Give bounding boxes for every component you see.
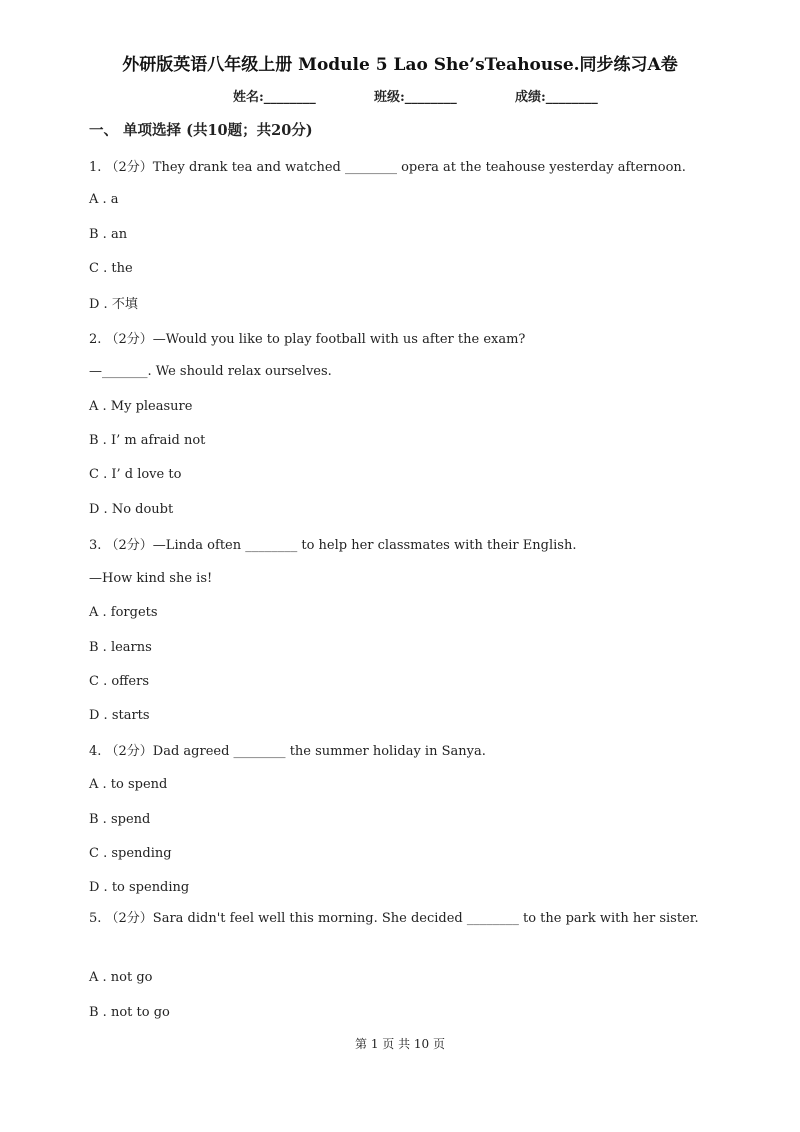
score-field-label: 成绩:________: [515, 90, 598, 105]
question-4-option-b: B . spend: [89, 812, 151, 827]
section-heading: 一、 单项选择 (共10题；共20分): [89, 122, 313, 139]
question-5-option-b: B . not to go: [89, 1005, 170, 1020]
question-2-option-a: A . My pleasure: [89, 399, 193, 414]
page-footer: 第 1 页 共 10 页: [355, 1037, 445, 1051]
question-5-stem: 5. （2分）Sara didn't feel well this morning. She decided ________ to the park with her sister.: [89, 911, 699, 926]
question-2-option-c: C . I’ d love to: [89, 467, 182, 482]
question-4-stem: 4. （2分）Dad agreed ________ the summer holiday in Sanya.: [89, 744, 486, 759]
question-3-response: —How kind she is!: [89, 571, 213, 586]
question-2-response: —_______. We should relax ourselves.: [89, 364, 332, 379]
question-3-option-a: A . forgets: [89, 605, 158, 620]
question-1-stem: 1. （2分）They drank tea and watched ________ opera at the teahouse yesterday afternoon.: [89, 160, 686, 175]
question-5-option-a: A . not go: [89, 970, 153, 985]
question-4-option-d: D . to spending: [89, 880, 190, 895]
question-4-option-a: A . to spend: [89, 777, 168, 792]
question-5-stem-wrap: [49, 908, 751, 931]
question-2-stem: 2. （2分）—Would you like to play football with us after the exam?: [89, 332, 526, 347]
question-3-option-c: C . offers: [89, 674, 149, 689]
question-4-option-c: C . spending: [89, 846, 172, 861]
question-1-option-a: A . a: [89, 192, 119, 207]
question-1-option-b: B . an: [89, 227, 128, 242]
name-field-label: 姓名:________: [233, 90, 316, 105]
question-3-option-d: D . starts: [89, 708, 150, 723]
question-1-option-d: D . 不填: [89, 297, 138, 312]
question-1-option-c: C . the: [89, 261, 133, 276]
question-3-option-b: B . learns: [89, 640, 152, 655]
class-field-label: 班级:________: [374, 90, 457, 105]
question-2-option-b: B . I’ m afraid not: [89, 433, 206, 448]
question-3-stem: 3. （2分）—Linda often ________ to help her classmates with their English.: [89, 538, 577, 553]
page-title: 外研版英语八年级上册 Module 5 Lao She’sTeahouse.同步练习A卷: [122, 55, 678, 75]
question-2-option-d: D . No doubt: [89, 502, 174, 517]
